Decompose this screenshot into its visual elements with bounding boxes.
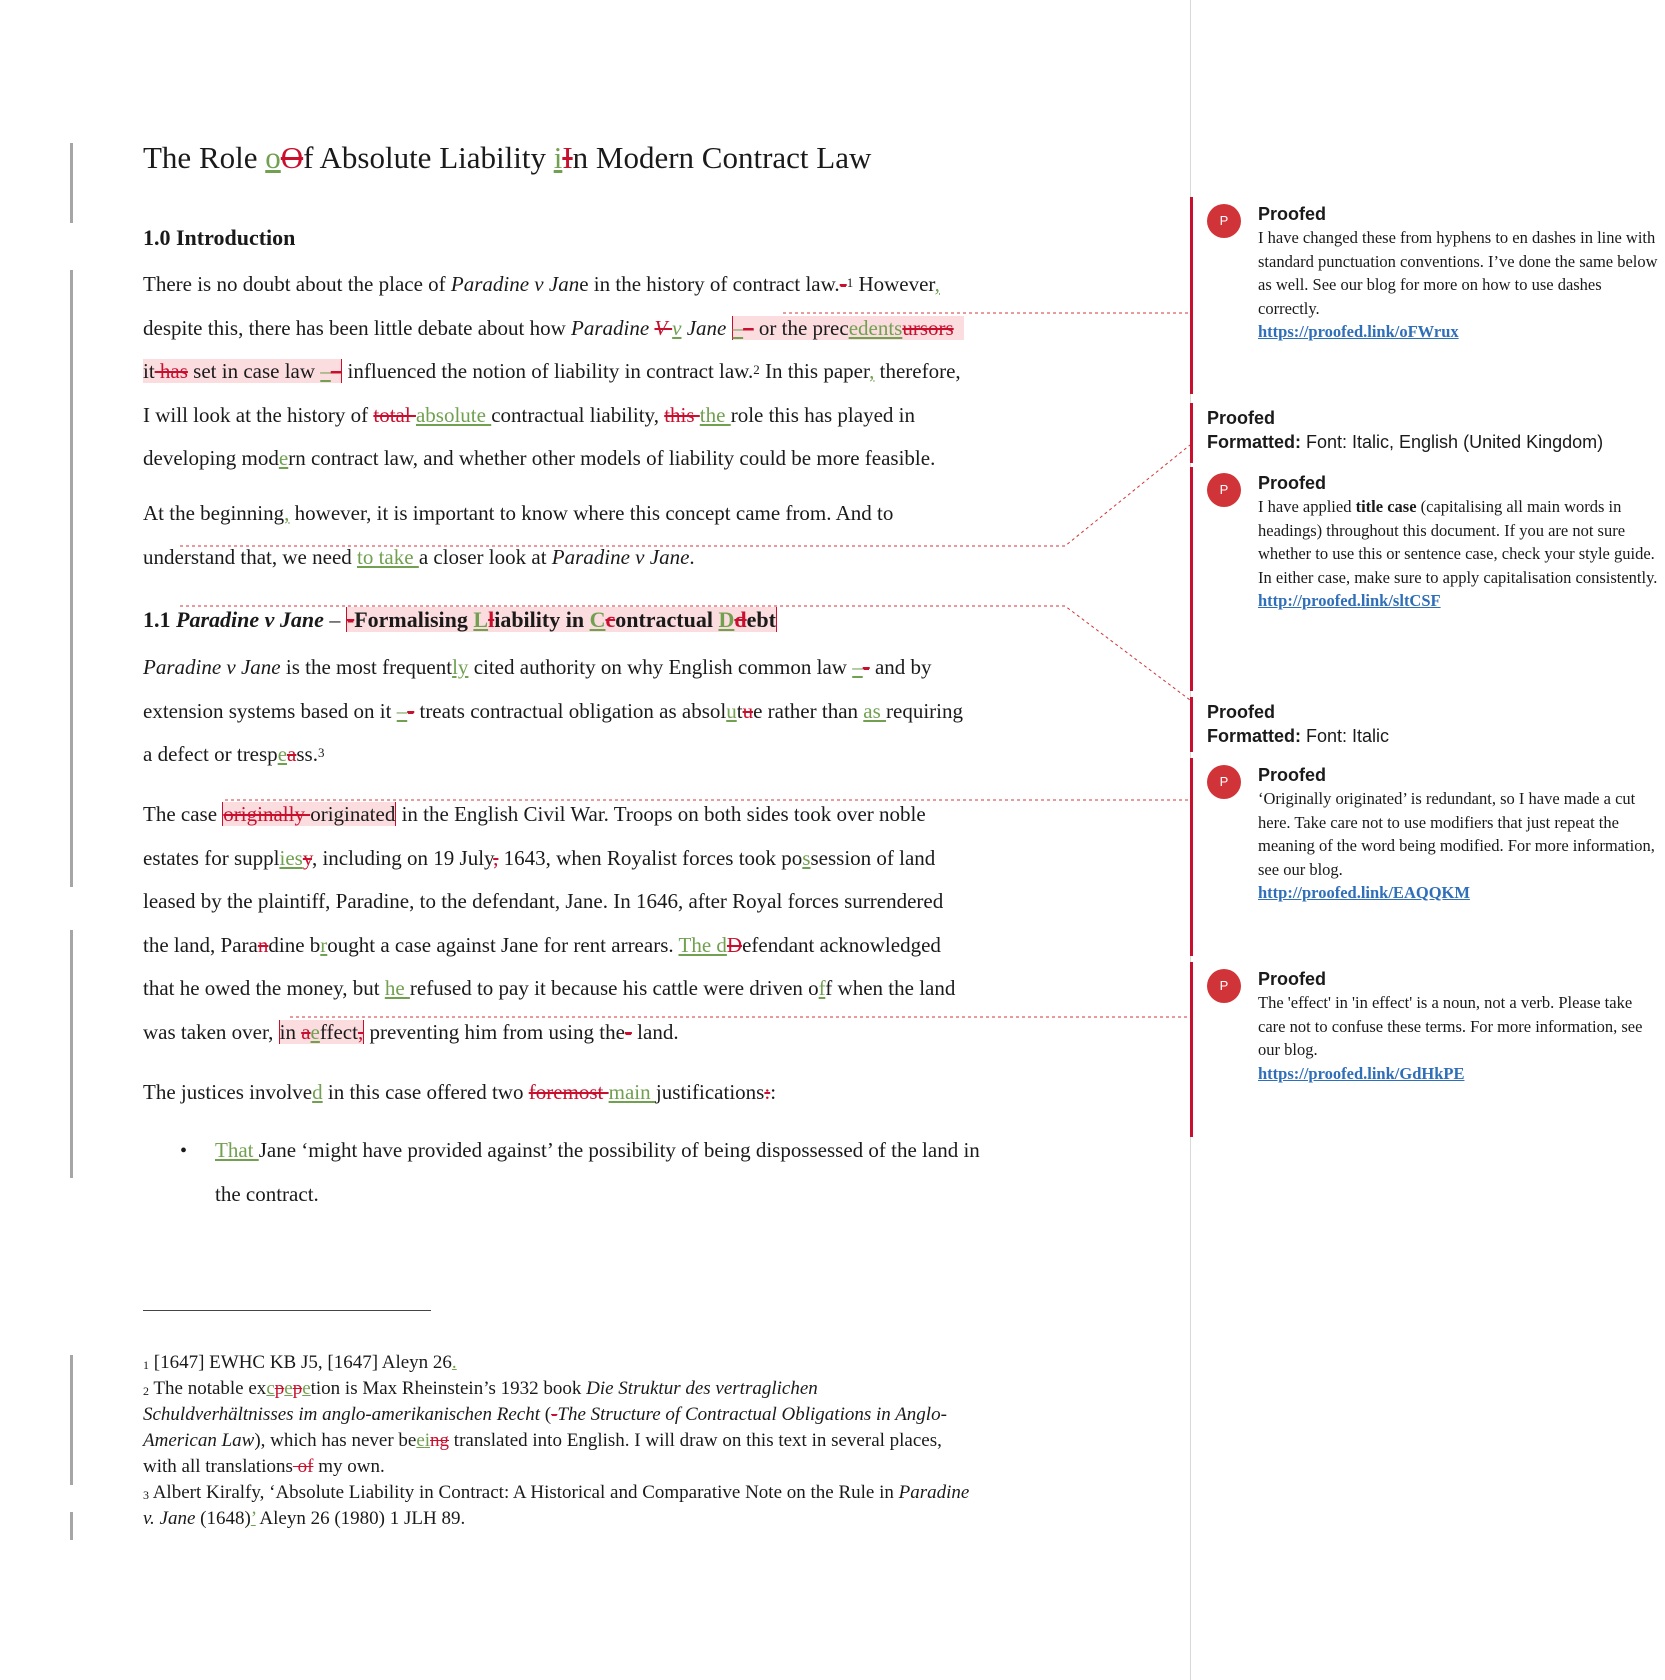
comment-anchor-effect[interactable]: in aeffect, [279,1019,364,1044]
comment-bar [1190,403,1193,463]
comment-author: Proofed [1258,204,1327,224]
text-line: At the beginning, however, it is important to know where this concept came from. And to [143,501,894,525]
formatting-note[interactable]: Proofed Formatted: Font: Italic, English (United Kingdom) [1207,408,1604,452]
leader-line [180,445,1190,546]
comment-link[interactable]: http://proofed.link/sltCSF [1258,591,1441,610]
footnote-2-cont: American Law), which has never beeing translated into English. I will draw on this text in several places, [143,1430,942,1451]
footnote-2-cont: Schuldverhältnisses im anglo-amerikanischen Recht (-The Structure of Contractual Obligations in Anglo- [143,1404,947,1425]
comment-author: Proofed [1258,473,1327,493]
comment-text: The 'effect' in 'in effect' is a noun, not a verb. Please take care not to confuse these terms. For more information, see our blog. [1258,993,1643,1059]
footnote-2-cont: with all translations of my own. [143,1456,385,1477]
avatar: P [1207,204,1241,238]
comment-anchor-dashes[interactable]: –– or the precedentsursors [732,316,965,340]
comment-text: ‘Originally originated’ is redundant, so I have made a cut here. Take care not to use modifiers that just repeat the meaning of the word being modified. For more information, see our blog. [1258,789,1655,879]
document-title[interactable]: The Role oOf Absolute Liability iIn Modern Contract Law [143,140,872,175]
text-line: a defect or trespeass.$^3$ [143,742,325,766]
comment-text: I have changed these from hyphens to en dashes in line with standard punctuation conventions. I’ve done the same below as well. See our blog for more on how to use dashes correctly. [1258,228,1658,318]
comment-author: Proofed [1258,765,1327,785]
comment-bar [1190,758,1193,956]
text-line: There is no doubt about the place of Paradine v Jane in the history of contract law.-$^1$ However, [143,272,940,296]
footnote-2: $^2$ The notable excpepetion is Max Rheinstein’s 1932 book Die Struktur des vertraglichen [143,1378,818,1399]
bullet-icon: • [180,1140,188,1162]
text-line: The justices involved in this case offered two foremost main justifications:: [143,1080,777,1104]
comment-bar [1190,962,1193,1137]
text-line: leased by the plaintiff, Paradine, to the defendant, Jane. In 1646, after Royal forces surrendered [143,889,944,913]
leader-line [180,606,1190,700]
text-line: it has set in case law –– influenced the notion of liability in contract law.$^2$ In this paper, therefore, [143,359,961,383]
comment-bar [1190,697,1193,752]
comment-link[interactable]: http://proofed.link/EAQQKM [1258,883,1470,902]
footnote-3: $^3$ Albert Kiralfy, ‘Absolute Liability in Contract: A Historical and Comparative Note on the Rule in Paradine [143,1482,970,1503]
text-line: despite this, there has been little debate about how Paradine V v Jane –– or the precedentsursors [143,307,1048,351]
footnote-3-cont: v. Jane (1648)’ Aleyn 26 (1980) 1 JLH 89. [143,1508,466,1529]
text-line: estates for suppliesy, including on 19 July, 1643, when Royalist forces took possession of land [143,845,936,870]
text-line: the land, Parandine brought a case against Jane for rent arrears. The dDefendant acknowledged [143,932,941,957]
text-line: Paradine v Jane is the most frequently cited authority on why English common law –- and by [143,655,932,679]
text-line: The case originally originated in the English Civil War. Troops on both sides took over noble [143,802,926,826]
comment-anchor-originated[interactable]: originally originated [223,802,396,826]
avatar: P [1207,969,1241,1003]
text-line: that he owed the money, but he refused to pay it because his cattle were driven off when the land [143,976,956,1000]
comment-bar [1190,467,1193,691]
bullet-item[interactable]: That Jane ‘might have provided against’ the possibility of being dispossessed of the land in the contract. [215,1138,980,1206]
footnote-1: $^1$ [1647] EWHC KB J5, [1647] Aleyn 26. [143,1352,457,1373]
comment-text: I have applied title case (capitalising all main words in headings) throughout this document. If you are not sure whether to use this or sentence case, check your style guide. In either case, make sure to apply capitalisation consistently. [1258,497,1658,587]
avatar: P [1207,765,1241,799]
section-heading-paradine[interactable]: 1.1 Paradine v Jane – -Formalising Lliability in Ccontractual Ddebt [143,607,776,632]
text-line: extension systems based on it –- treats contractual obligation as absolutue rather than as requiring [143,698,964,723]
comment-bar [1190,197,1193,394]
section-heading-introduction[interactable]: 1.0 Introduction [143,225,296,250]
text-line: I will look at the history of total absolute contractual liability, this the role this has played in [143,402,915,427]
avatar: P [1207,473,1241,507]
comment-author: Proofed [1258,969,1327,989]
formatting-note[interactable]: Proofed Formatted: Font: Italic [1207,702,1390,746]
text-line: understand that, we need to take a closer look at Paradine v Jane. [143,544,695,569]
text-line: was taken over, in aeffect, preventing him from using the- land. [143,1019,679,1044]
text-line: developing modern contract law, and whether other models of liability could be more feasible. [143,446,936,470]
comment-link[interactable]: https://proofed.link/oFWrux [1258,322,1459,341]
comment-link[interactable]: https://proofed.link/GdHkPE [1258,1063,1465,1083]
